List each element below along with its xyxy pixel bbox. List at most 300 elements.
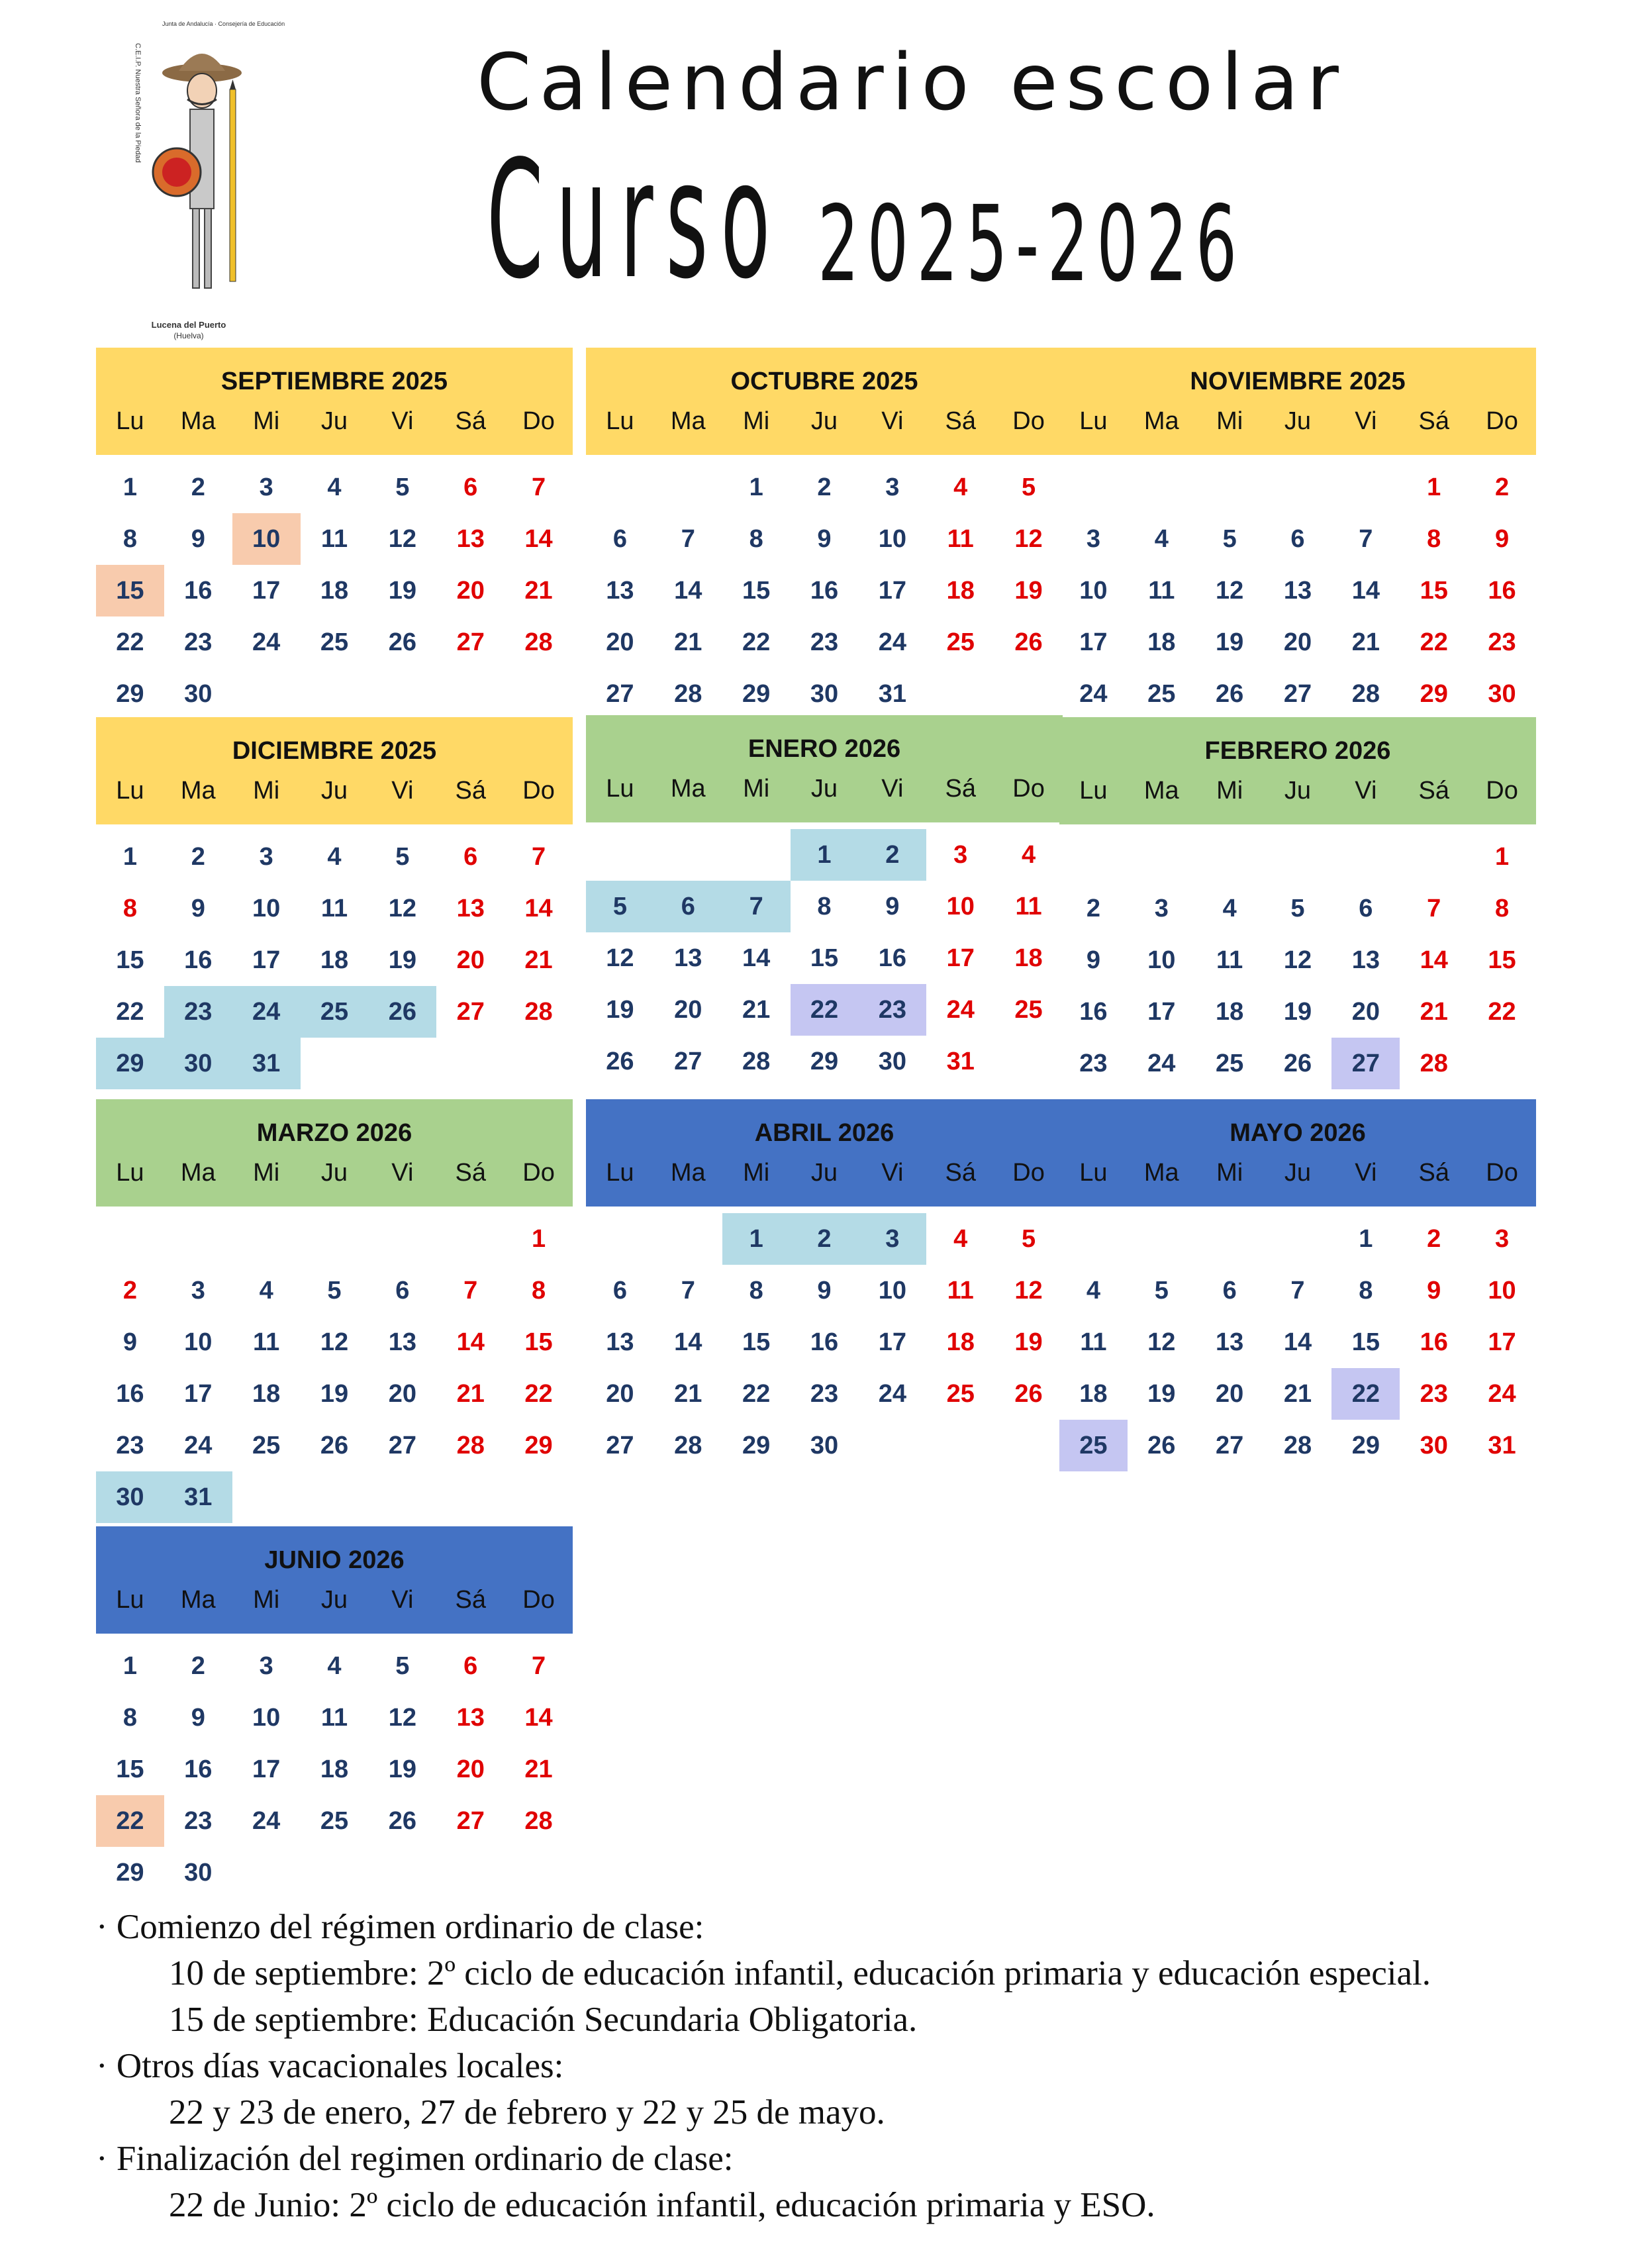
day-cell: 13 <box>456 894 485 922</box>
weekday-label: Lu <box>116 407 144 435</box>
day-cell: 9 <box>817 524 832 553</box>
day-cell: 7 <box>531 1652 546 1680</box>
weekday-label: Do <box>1486 407 1518 435</box>
day-cell: 21 <box>742 995 771 1024</box>
empty-cell <box>232 1213 301 1265</box>
day-cell: 12 <box>1014 524 1043 553</box>
day-cell: 18 <box>252 1379 281 1408</box>
day-cell: 2 <box>1427 1224 1441 1253</box>
weekday-label: Do <box>1486 1159 1518 1187</box>
logo-province: (Huelva) <box>173 331 204 340</box>
day-cell: 23 <box>810 1379 839 1408</box>
day-cell: 19 <box>388 576 416 605</box>
day-cell: 31 <box>1488 1431 1516 1459</box>
day-cell: 2 <box>191 1652 205 1680</box>
day-cell: 3 <box>1154 894 1169 922</box>
weekday-label: Do <box>522 407 555 435</box>
weekday-label: Sá <box>455 777 486 805</box>
day-cell: 21 <box>524 946 553 974</box>
day-cell: 26 <box>1014 628 1043 656</box>
day-cell: 11 <box>947 1276 974 1305</box>
weekday-label: Ma <box>180 777 216 805</box>
day-cell: 28 <box>524 628 553 656</box>
day-cell: 5 <box>1021 1224 1036 1253</box>
day-cell: 5 <box>395 473 410 501</box>
day-cell: 17 <box>1079 628 1108 656</box>
weekday-label: Ma <box>1143 407 1179 435</box>
day-cell: 23 <box>858 984 926 1036</box>
day-cell: 14 <box>524 1703 553 1732</box>
day-cell: 20 <box>1215 1379 1244 1408</box>
month-header <box>1059 348 1536 455</box>
day-cell: 28 <box>1351 679 1380 708</box>
day-cell: 2 <box>817 473 832 501</box>
day-cell: 6 <box>654 881 722 932</box>
weekday-label: Mi <box>1216 777 1243 805</box>
day-cell: 26 <box>1147 1431 1176 1459</box>
weekday-label: Ju <box>1284 1159 1312 1187</box>
empty-cell <box>1264 831 1332 883</box>
empty-cell <box>654 1213 722 1265</box>
weekday-label: Ju <box>810 775 838 803</box>
day-cell: 1 <box>722 1213 791 1265</box>
day-cell: 12 <box>388 894 416 922</box>
day-cell: 4 <box>327 1652 342 1680</box>
day-cell: 25 <box>946 1379 975 1408</box>
month-abril <box>586 1099 1063 1471</box>
weekday-label: Sá <box>945 775 976 803</box>
day-cell: 16 <box>184 1755 213 1783</box>
day-cell: 30 <box>878 1047 906 1075</box>
day-cell: 24 <box>878 1379 906 1408</box>
empty-cell <box>1196 831 1264 883</box>
day-cell: 20 <box>1351 997 1380 1026</box>
day-cell: 16 <box>1488 576 1516 605</box>
weekday-label: Lu <box>116 1586 144 1614</box>
day-cell: 26 <box>1215 679 1244 708</box>
day-cell: 26 <box>1283 1049 1312 1077</box>
day-cell: 21 <box>674 1379 702 1408</box>
day-cell: 29 <box>116 1858 144 1887</box>
month-name: NOVIEMBRE 2025 <box>1190 368 1406 395</box>
day-cell: 21 <box>456 1379 485 1408</box>
day-cell: 20 <box>456 576 485 605</box>
day-cell: 24 <box>232 986 301 1038</box>
day-cell: 20 <box>1283 628 1312 656</box>
day-cell: 23 <box>184 628 213 656</box>
day-cell: 9 <box>191 1703 205 1732</box>
weekday-label: Ma <box>180 407 216 435</box>
notes-start-line1: 10 de septiembre: 2º ciclo de educación infantil, educación primaria y educación especial. <box>169 1954 1431 1993</box>
day-cell: 15 <box>742 576 771 605</box>
day-cell: 27 <box>456 1806 485 1835</box>
day-cell: 15 <box>810 944 839 972</box>
weekday-label: Ma <box>670 775 706 803</box>
day-cell: 16 <box>184 576 213 605</box>
day-cell: 19 <box>1215 628 1244 656</box>
empty-cell <box>1331 462 1400 513</box>
day-cell: 30 <box>184 679 213 708</box>
empty-cell <box>1059 462 1128 513</box>
day-cell: 19 <box>1147 1379 1176 1408</box>
day-cell: 9 <box>1494 524 1510 553</box>
day-cell: 30 <box>96 1471 164 1523</box>
weekday-label: Ma <box>1143 1159 1179 1187</box>
day-cell: 12 <box>1283 946 1312 974</box>
notes-start-line2: 15 de septiembre: Educación Secundaria Obligatoria. <box>169 2000 918 2039</box>
day-cell: 11 <box>1148 576 1175 605</box>
logo-town: Lucena del Puerto <box>151 320 226 330</box>
school-logo <box>116 17 285 341</box>
day-cell: 18 <box>320 946 349 974</box>
day-cell: 5 <box>1290 894 1305 922</box>
weekday-label: Ju <box>320 407 348 435</box>
title-calendario: Calendario escolar <box>477 36 1347 128</box>
day-cell: 6 <box>1359 894 1373 922</box>
day-cell: 4 <box>953 473 968 501</box>
day-cell: 15 <box>742 1328 771 1356</box>
day-cell: 1 <box>791 829 859 881</box>
day-cell: 10 <box>1147 946 1176 974</box>
day-cell: 25 <box>946 628 975 656</box>
day-cell: 14 <box>674 1328 702 1356</box>
days-grid <box>1059 462 1536 720</box>
day-cell: 27 <box>388 1431 416 1459</box>
days-grid <box>586 829 1063 1087</box>
day-cell: 4 <box>327 842 342 871</box>
weekday-row <box>1059 777 1536 805</box>
day-cell: 4 <box>1086 1276 1100 1305</box>
day-cell: 18 <box>320 576 349 605</box>
month-septiembre <box>96 348 573 720</box>
weekday-label: Ju <box>1284 407 1312 435</box>
day-cell: 6 <box>1290 524 1305 553</box>
month-header <box>1059 717 1536 824</box>
day-cell: 30 <box>810 1431 839 1459</box>
day-cell: 19 <box>388 1755 416 1783</box>
weekday-row <box>586 407 1063 436</box>
day-cell: 7 <box>1290 1276 1305 1305</box>
day-cell: 13 <box>606 576 634 605</box>
day-cell: 13 <box>674 944 702 972</box>
day-cell: 27 <box>1215 1431 1244 1459</box>
day-cell: 20 <box>606 1379 634 1408</box>
day-cell: 4 <box>1222 894 1237 922</box>
day-cell: 7 <box>722 881 791 932</box>
weekday-label: Mi <box>253 1159 280 1187</box>
weekday-row <box>586 1159 1063 1187</box>
day-cell: 5 <box>1222 524 1237 553</box>
day-cell: 9 <box>817 1276 832 1305</box>
day-cell: 17 <box>946 944 975 972</box>
day-cell: 18 <box>1215 997 1244 1026</box>
month-diciembre <box>96 717 573 1089</box>
empty-cell <box>586 462 654 513</box>
day-cell: 29 <box>742 1431 771 1459</box>
weekday-label: Ju <box>810 1159 838 1187</box>
weekday-label: Mi <box>743 775 770 803</box>
day-cell: 9 <box>191 524 205 553</box>
empty-cell <box>1059 1213 1128 1265</box>
day-cell: 1 <box>122 473 137 501</box>
day-cell: 3 <box>885 473 900 501</box>
weekday-label: Vi <box>881 775 904 803</box>
month-name: DICIEMBRE 2025 <box>232 737 437 765</box>
weekday-label: Lu <box>606 1159 634 1187</box>
day-cell: 22 <box>116 997 144 1026</box>
notes-end-line: 22 de Junio: 2º ciclo de educación infantil, educación primaria y ESO. <box>169 2186 1155 2224</box>
empty-cell <box>654 829 722 881</box>
day-cell: 14 <box>524 894 553 922</box>
day-cell: 8 <box>122 894 137 922</box>
day-cell: 11 <box>320 1703 348 1732</box>
day-cell: 23 <box>116 1431 144 1459</box>
month-name: FEBRERO 2026 <box>1204 737 1391 765</box>
day-cell: 28 <box>524 1806 553 1835</box>
empty-cell <box>368 1213 436 1265</box>
empty-cell <box>301 1213 369 1265</box>
day-cell: 8 <box>122 1703 137 1732</box>
weekday-label: Do <box>1012 407 1045 435</box>
weekday-label: Lu <box>1079 1159 1108 1187</box>
day-cell: 28 <box>742 1047 771 1075</box>
day-cell: 8 <box>1427 524 1441 553</box>
day-cell: 12 <box>388 524 416 553</box>
day-cell: 1 <box>122 842 137 871</box>
day-cell: 22 <box>1420 628 1448 656</box>
day-cell: 10 <box>184 1328 213 1356</box>
day-cell: 24 <box>946 995 975 1024</box>
day-cell: 27 <box>456 628 485 656</box>
weekday-label: Lu <box>1079 407 1108 435</box>
day-cell: 5 <box>395 842 410 871</box>
day-cell: 5 <box>1021 473 1036 501</box>
day-cell: 7 <box>681 1276 695 1305</box>
day-cell: 5 <box>327 1276 342 1305</box>
empty-cell <box>96 1213 164 1265</box>
day-cell: 12 <box>1014 1276 1043 1305</box>
weekday-label: Do <box>522 777 555 805</box>
day-cell: 8 <box>749 1276 763 1305</box>
day-cell: 25 <box>252 1431 281 1459</box>
empty-cell <box>164 1213 232 1265</box>
day-cell: 25 <box>301 986 369 1038</box>
day-cell: 3 <box>259 842 273 871</box>
day-cell: 3 <box>259 1652 273 1680</box>
day-cell: 1 <box>1427 473 1441 501</box>
title-curso: Curso <box>487 126 783 315</box>
day-cell: 24 <box>1488 1379 1516 1408</box>
weekday-label: Lu <box>606 407 634 435</box>
day-cell: 28 <box>456 1431 485 1459</box>
empty-cell <box>436 1213 505 1265</box>
notes-holidays-line: 22 y 23 de enero, 27 de febrero y 22 y 25 de mayo. <box>169 2093 885 2132</box>
day-cell: 27 <box>1283 679 1312 708</box>
day-cell: 29 <box>1420 679 1448 708</box>
month-junio <box>96 1526 573 1898</box>
weekday-row <box>96 407 573 436</box>
day-cell: 28 <box>674 1431 702 1459</box>
day-cell: 14 <box>1351 576 1380 605</box>
day-cell: 18 <box>1014 944 1043 972</box>
day-cell: 14 <box>1420 946 1448 974</box>
weekday-label: Sá <box>455 1586 486 1614</box>
day-cell: 4 <box>259 1276 273 1305</box>
day-cell: 15 <box>524 1328 553 1356</box>
day-cell: 30 <box>1420 1431 1448 1459</box>
day-cell: 12 <box>606 944 634 972</box>
weekday-label: Ju <box>1284 777 1312 805</box>
weekday-label: Vi <box>1355 407 1377 435</box>
day-cell: 15 <box>96 565 164 616</box>
day-cell: 20 <box>388 1379 416 1408</box>
day-cell: 10 <box>878 524 906 553</box>
empty-cell <box>586 829 654 881</box>
day-cell: 3 <box>1494 1224 1510 1253</box>
day-cell: 21 <box>674 628 702 656</box>
day-cell: 17 <box>252 1755 281 1783</box>
weekday-label: Vi <box>391 1586 414 1614</box>
day-cell: 2 <box>191 473 205 501</box>
day-cell: 6 <box>463 473 478 501</box>
day-cell: 15 <box>116 1755 144 1783</box>
weekday-label: Vi <box>881 1159 904 1187</box>
day-cell: 15 <box>1351 1328 1380 1356</box>
day-cell: 8 <box>817 892 832 920</box>
day-cell: 17 <box>1488 1328 1516 1356</box>
day-cell: 25 <box>1215 1049 1244 1077</box>
day-cell: 25 <box>1059 1420 1128 1471</box>
weekday-label: Mi <box>253 1586 280 1614</box>
empty-cell <box>1128 831 1196 883</box>
day-cell: 28 <box>1420 1049 1448 1077</box>
weekday-label: Sá <box>1418 777 1449 805</box>
weekday-row <box>586 775 1063 803</box>
day-cell: 16 <box>1420 1328 1448 1356</box>
day-cell: 19 <box>1014 576 1043 605</box>
weekday-label: Mi <box>1216 407 1243 435</box>
day-cell: 11 <box>1080 1328 1107 1356</box>
day-cell: 23 <box>810 628 839 656</box>
weekday-label: Vi <box>391 407 414 435</box>
weekday-label: Ju <box>320 1159 348 1187</box>
month-name: MAYO 2026 <box>1230 1119 1366 1147</box>
day-cell: 10 <box>252 894 281 922</box>
day-cell: 20 <box>606 628 634 656</box>
day-cell: 23 <box>1420 1379 1448 1408</box>
empty-cell <box>1059 831 1128 883</box>
month-noviembre <box>1059 348 1536 720</box>
day-cell: 1 <box>1359 1224 1373 1253</box>
day-cell: 10 <box>1079 576 1108 605</box>
day-cell: 9 <box>122 1328 137 1356</box>
day-cell: 18 <box>946 1328 975 1356</box>
day-cell: 15 <box>116 946 144 974</box>
title-years: 2025-2026 <box>818 183 1245 305</box>
day-cell: 18 <box>1079 1379 1108 1408</box>
day-cell: 30 <box>164 1038 232 1089</box>
day-cell: 23 <box>184 1806 213 1835</box>
weekday-label: Sá <box>455 407 486 435</box>
weekday-label: Ma <box>670 1159 706 1187</box>
month-mayo <box>1059 1099 1536 1471</box>
notes-section <box>96 1904 1431 2228</box>
weekday-label: Sá <box>455 1159 486 1187</box>
day-cell: 22 <box>116 628 144 656</box>
day-cell: 11 <box>947 524 974 553</box>
day-cell: 24 <box>252 628 281 656</box>
day-cell: 3 <box>1086 524 1100 553</box>
day-cell: 14 <box>1283 1328 1312 1356</box>
day-cell: 18 <box>946 576 975 605</box>
day-cell: 4 <box>1154 524 1169 553</box>
day-cell: 5 <box>395 1652 410 1680</box>
weekday-label: Ju <box>810 407 838 435</box>
day-cell: 15 <box>1420 576 1448 605</box>
day-cell: 5 <box>586 881 654 932</box>
day-cell: 17 <box>1147 997 1176 1026</box>
day-cell: 19 <box>1283 997 1312 1026</box>
day-cell: 22 <box>742 1379 771 1408</box>
weekday-label: Ma <box>670 407 706 435</box>
month-header <box>96 717 573 824</box>
empty-cell <box>654 462 722 513</box>
day-cell: 26 <box>388 1806 416 1835</box>
day-cell: 24 <box>184 1431 213 1459</box>
month-name: ABRIL 2026 <box>754 1119 894 1147</box>
logo-school-name: C.E.I.P. Nuestra Señora de la Piedad <box>134 43 142 163</box>
weekday-label: Lu <box>116 777 144 805</box>
day-cell: 3 <box>191 1276 205 1305</box>
day-cell: 8 <box>1359 1276 1373 1305</box>
empty-cell <box>1331 831 1400 883</box>
day-cell: 7 <box>531 842 546 871</box>
day-cell: 16 <box>810 1328 839 1356</box>
day-cell: 17 <box>184 1379 213 1408</box>
month-header <box>586 1099 1063 1207</box>
day-cell: 3 <box>259 473 273 501</box>
weekday-label: Do <box>1012 1159 1045 1187</box>
weekday-label: Vi <box>1355 777 1377 805</box>
weekday-label: Lu <box>116 1159 144 1187</box>
day-cell: 26 <box>368 986 436 1038</box>
day-cell: 27 <box>606 1431 634 1459</box>
day-cell: 14 <box>742 944 771 972</box>
day-cell: 12 <box>1215 576 1244 605</box>
day-cell: 29 <box>810 1047 839 1075</box>
weekday-label: Ma <box>1143 777 1179 805</box>
weekday-label: Vi <box>1355 1159 1377 1187</box>
month-header <box>586 348 1063 455</box>
day-cell: 1 <box>749 473 763 501</box>
month-header <box>96 348 573 455</box>
day-cell: 13 <box>1351 946 1380 974</box>
day-cell: 14 <box>674 576 702 605</box>
day-cell: 4 <box>953 1224 968 1253</box>
day-cell: 22 <box>1331 1368 1400 1420</box>
day-cell: 21 <box>1283 1379 1312 1408</box>
days-grid <box>586 1213 1063 1471</box>
day-cell: 7 <box>463 1276 478 1305</box>
empty-cell <box>586 1213 654 1265</box>
weekday-label: Ju <box>320 1586 348 1614</box>
day-cell: 19 <box>388 946 416 974</box>
day-cell: 10 <box>232 513 301 565</box>
day-cell: 30 <box>1488 679 1516 708</box>
weekday-label: Sá <box>945 407 976 435</box>
day-cell: 6 <box>1222 1276 1237 1305</box>
day-cell: 26 <box>1014 1379 1043 1408</box>
